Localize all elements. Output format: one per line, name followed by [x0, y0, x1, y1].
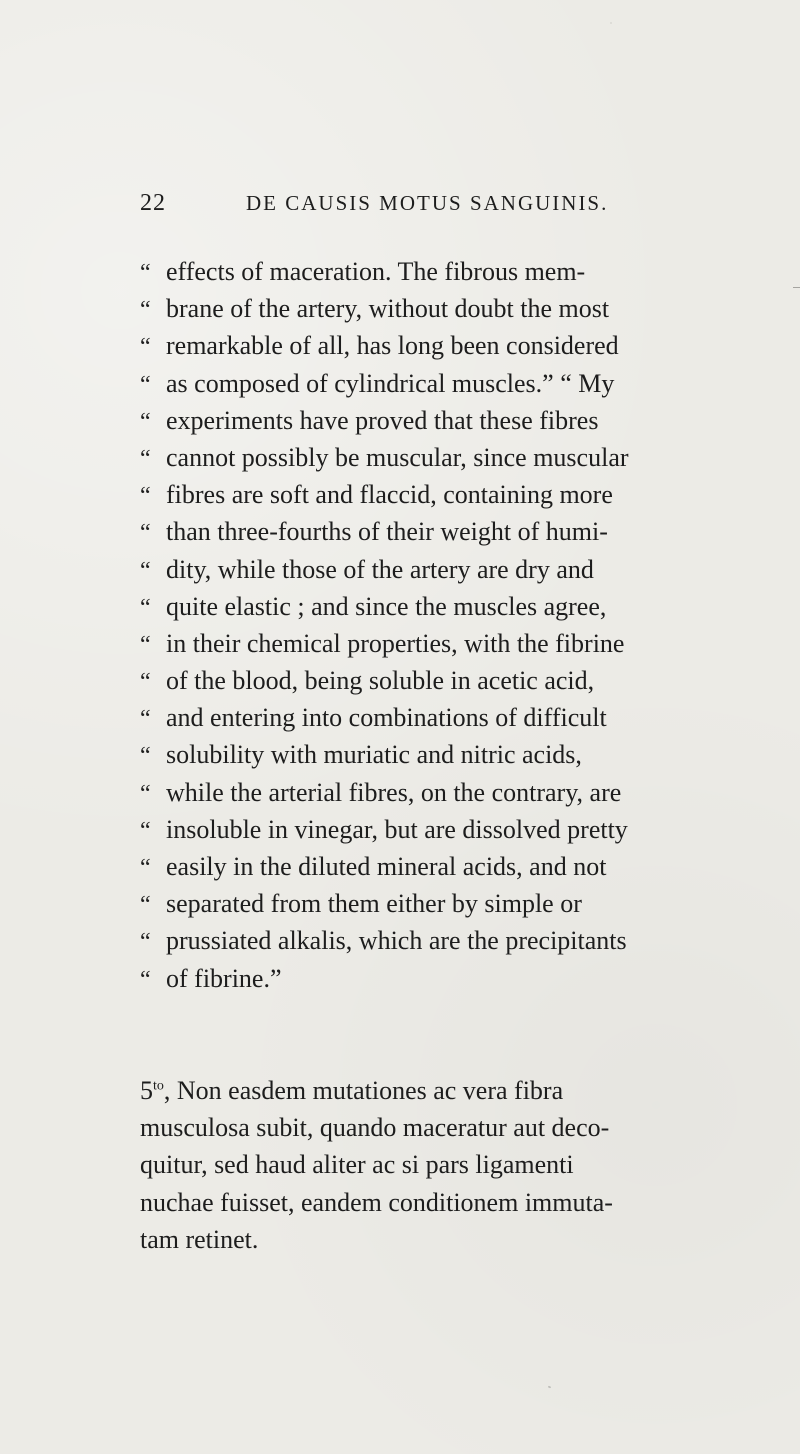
paragraph-line-2: musculosa subit, quando maceratur aut deco- — [140, 1113, 610, 1143]
quote-mark-icon: “ — [140, 706, 151, 733]
quote-line-1: “ effects of maceration. The fibrous mem- — [140, 253, 760, 290]
quote-mark-icon: “ — [140, 855, 151, 881]
quote-mark-icon: “ — [140, 557, 151, 584]
quote-line-2: “ brane of the artery, without doubt the most — [140, 290, 760, 327]
quote-mark-icon: “ — [140, 892, 151, 919]
paragraph-number-superscript: to — [153, 1078, 164, 1094]
quote-line-6: “ cannot possibly be muscular, since muscular — [140, 439, 760, 476]
paragraph-line-1 — [140, 1072, 760, 1109]
quote-line-10: “ quite elastic ; and since the muscles agree, — [140, 588, 760, 625]
quote-mark-icon: “ — [140, 371, 151, 398]
latin-paragraph — [140, 1072, 760, 1258]
page-header — [140, 190, 660, 220]
margin-mark — [793, 287, 800, 288]
quoted-passage — [140, 253, 760, 997]
quote-mark-icon: “ — [140, 297, 151, 324]
quote-mark-icon: “ — [140, 817, 151, 844]
paragraph-line-4: nuchae fuisset, eandem conditionem immuta- — [140, 1187, 613, 1217]
quote-mark-icon: “ — [140, 520, 151, 547]
quote-line-9: “ dity, while those of the artery are dry and — [140, 551, 760, 588]
quote-mark-icon: “ — [140, 743, 151, 770]
quote-line-4: “ as composed of cylindrical muscles.” “ My — [140, 365, 760, 402]
running-title: DE CAUSIS MOTUS SANGUINIS. — [246, 191, 609, 215]
quote-mark-icon: “ — [140, 408, 151, 435]
quote-mark-icon: “ — [140, 594, 151, 621]
paragraph-number: 5 — [140, 1076, 153, 1105]
quote-line-17: “ easily in the diluted mineral acids, and not — [140, 848, 760, 885]
paper-speck — [610, 22, 612, 24]
quote-mark-icon: “ — [140, 929, 151, 956]
quote-line-13: “ and entering into combinations of difficult — [140, 699, 760, 736]
quote-line-7: “ fibres are soft and flaccid, containing more — [140, 476, 760, 513]
quote-line-8: “ than three-fourths of their weight of humi- — [140, 513, 760, 550]
quote-line-15: “ while the arterial fibres, on the contrary, are — [140, 774, 760, 811]
quote-line-18: “ separated from them either by simple or — [140, 885, 760, 922]
quote-mark-icon: “ — [140, 334, 151, 361]
quote-mark-icon: “ — [140, 483, 151, 510]
quote-mark-icon: “ — [140, 966, 151, 993]
quote-mark-icon: “ — [140, 445, 151, 472]
quote-line-20: “ of fibrine.” — [140, 960, 760, 997]
paragraph-first-line-text: , Non easdem mutationes ac vera fibra — [163, 1076, 564, 1105]
quote-line-11: “ in their chemical properties, with the fibrine — [140, 625, 760, 662]
quote-line-12: “ of the blood, being soluble in acetic acid, — [140, 662, 760, 699]
quote-line-3: “ remarkable of all, has long been considered — [140, 327, 760, 364]
quote-line-5: “ experiments have proved that these fibres — [140, 402, 760, 439]
quote-mark-icon: “ — [140, 631, 151, 658]
paper-speck — [548, 1385, 552, 1388]
page-number: 22 — [140, 190, 166, 216]
quote-mark-icon: “ — [140, 260, 151, 286]
quote-mark-icon: “ — [140, 669, 151, 696]
quote-line-19: “ prussiated alkalis, which are the precipitants — [140, 922, 760, 959]
quote-line-14: “ solubility with muriatic and nitric acids, — [140, 736, 760, 773]
paragraph-line-3: quitur, sed haud aliter ac si pars ligamenti — [140, 1150, 574, 1180]
paragraph-line-5: tam retinet. — [140, 1224, 259, 1254]
quote-mark-icon: “ — [140, 780, 151, 807]
quote-line-16: “ insoluble in vinegar, but are dissolved pretty — [140, 811, 760, 848]
